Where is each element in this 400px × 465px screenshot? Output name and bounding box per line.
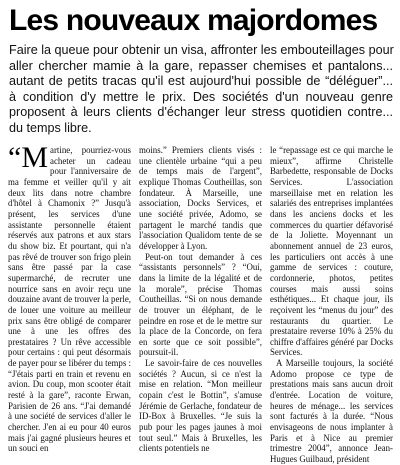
lead-line: autant de petits tracas qu'il est aujourd'hui possible de “déléguer”...: [9, 74, 393, 89]
lead-line: Faire la queue pour obtenir un visa, affronter les embouteillages pour: [9, 43, 394, 57]
lead-line: à condition d'y mettre le prix. Des sociétés d'un nouveau genre: [9, 89, 393, 104]
body-column-1: [8, 141, 131, 454]
body-paragraph: Peut-on tout demander à ces “assistants personnels” ? “Oui, dans la limite de la légalité et de la morale”, précise Thomas Coutheillas. “Si on nous demande de trouver un éléphant, de le peindre en rose et de le mettre sur la place de la Concorde, on fera en sorte que ce soit possible”, poursuit-il.: [139, 251, 262, 358]
body-text: artine, pourriez-vous acheter un cadeau pour l'anniversaire de ma femme et veiller qu'il y ait deux lits dans notre chambre d'hôtel à Chamonix ?” Jusqu'à présent, les services d'une assistante personnelle étaient réservés aux patrons et aux stars du show biz. Et pourtant, qui n'a pas rêvé de trouver son frigo plein sans être passé par la case supermarché, de recruter une nourrice sans en avoir reçu une douzaine avant de trouver la perle, de louer une voiture au meilleur prix sans être obligé de comparer une à une les offres des prestataires ? Un rêve accessible pour certains : qui peut désormais de payer pour se libérer du temps : “J'étais parti en train et revenu en avion. Du coup, mon scooter était resté à la gare”, raconte Erwan, Parisien de 26 ans. “J'ai demandé à une société de services d'aller le chercher. J'en ai eu pour 40 euros mais j'ai gagné plusieurs heures et un souci en: [8, 145, 131, 454]
lead-line: aller chercher mamie à la gare, repasser chemises et pantalons...: [9, 58, 393, 73]
article-headline: Les nouveaux majordomes: [9, 4, 378, 37]
drop-cap-letter: M: [21, 141, 49, 174]
article-body: [8, 141, 394, 465]
body-paragraph: [8, 141, 131, 454]
article-lead: [9, 43, 393, 137]
lead-line: du temps libre.: [9, 120, 92, 135]
drop-cap-quote: “: [8, 141, 22, 174]
body-paragraph: le “repassage est ce qui marche le mieux”, affirme Christelle Barbedette, responsable de Docks Services. L'association marseillaise met en relation les salariés des entreprises implantées dans les anciens docks et les commerces du quartier défavorisé de la Joliette. Moyennant un abonnement annuel de 23 euros, les particuliers ont accès à une gamme de services : couture, cordonnerie, photos, petites courses mais aussi soins esthétiques... Et chaque jour, ils reçoivent les “menus du jour” des restaurants du quartier. Le prestataire reverse 10% à 25% du chiffre d'affaires généré par Docks Services.: [270, 145, 393, 358]
body-paragraph: A Marseille toujours, la société Adomo propose ce type de prestations mais sans aucun droit d'entrée. Location de voiture, heures de ménage... les services sont facturés à la durée. “Nous envisageons de nous implanter à Paris et à Nice au premier trimestre 2004”, annonce Jean-Hugues Guilbaud, président: [270, 358, 393, 465]
body-paragraph: moins.” Premiers clients visés : une clientèle urbaine “qui a peu de temps mais de l'argent”, explique Thomas Coutheillas, son fondateur. À Marseille, une association, Docks Services, et une société privée, Adomo, se partagent le marché tandis que l'association Qualidom tente de se développer à Lyon.: [139, 145, 262, 251]
lead-line: proposent à leurs clients d'échanger leur stress quotidien contre...: [9, 105, 393, 120]
drop-cap: [8, 141, 49, 174]
body-paragraph: Le savoir-faire de ces nouvelles sociétés ? Aucun, si ce n'est la mise en relation. “Mon meilleur copain c'est le Bottin”, s'amuse Jérémie de Gerlache, fondateur de ID-Box à Bruxelles. “Je suis la pub pour les pages jaunes à moi tout seul.” Mais à Bruxelles, les clients potentiels ne: [139, 358, 262, 454]
body-column-2: [139, 145, 262, 454]
body-column-3: [270, 145, 393, 465]
